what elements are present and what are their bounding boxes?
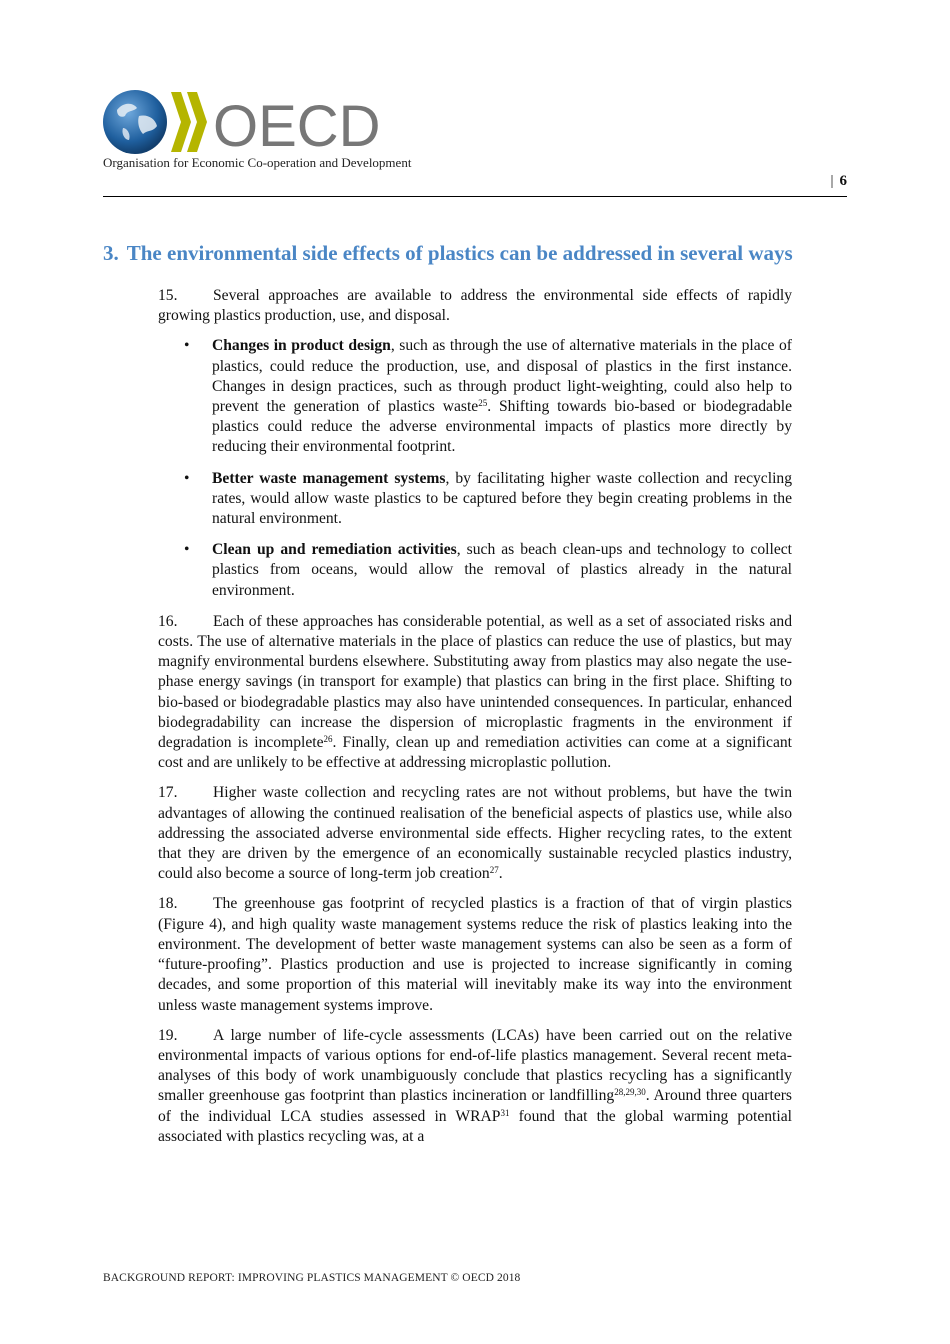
footnote-ref[interactable]: 25 [478, 398, 488, 409]
bullet-icon: • [184, 337, 190, 355]
footnote-ref[interactable]: 26 [323, 734, 333, 745]
bullet-text-cont: . Shifting towards bio-based or biodegradable plastics could reduce the adverse environmental impacts of plastics more directly by reducing their environmental footprint. [212, 398, 792, 456]
oecd-logo [103, 88, 383, 156]
footnote-ref[interactable]: 31 [500, 1107, 510, 1118]
paragraph-text-cont: . Around three quarters of the individual LCA studies assessed in WRAP [158, 1087, 792, 1125]
footnote-ref[interactable]: 28,29,30 [614, 1087, 646, 1098]
section-title: The environmental side effects of plastics can be addressed in several ways [126, 241, 793, 265]
bullet-bold-lead: Changes in product design [212, 337, 391, 355]
page-number: | 6 [830, 173, 847, 189]
organisation-name: Organisation for Economic Co-operation and Development [103, 155, 412, 170]
page-footer: BACKGROUND REPORT: IMPROVING PLASTICS MANAGEMENT © OECD 2018 [103, 1272, 521, 1284]
bullet-bold-lead: Clean up and remediation activities [212, 541, 457, 559]
paragraph-text: Several approaches are available to address the environmental side effects of rapidly growing plastics production, use, and disposal. [158, 287, 792, 325]
section-number: 3. [103, 241, 119, 265]
footnote-ref[interactable]: 27 [489, 865, 499, 876]
bullet-icon: • [184, 541, 190, 559]
paragraph-text-cont: . [498, 865, 503, 883]
globe-icon [103, 90, 167, 154]
header-rule [103, 196, 847, 197]
body-content [158, 286, 792, 1157]
paragraph-text: The greenhouse gas footprint of recycled plastics is a fraction of that of virgin plastics (Figure 4), and high quality waste management systems reduce the risk of plastics leaking into the environment. The development of better waste management systems can also be seen as a form of “future-proofing”. Plastics production and use is projected to increase significantly in coming decades, and some proportion of this material will inevitably make its way into the environment unless waste management systems improve. [158, 895, 792, 1014]
chevrons-icon [171, 92, 207, 152]
paragraph-text: A large number of life-cycle assessments (LCAs) have been carried out on the relative environmental impacts of various options for end-of-life plastics management. Several recent meta-analyses of this body of work unambiguously conclude that plastics recycling has a significantly smaller greenhouse gas footprint than plastics incineration or landfilling [158, 1026, 792, 1105]
bullet-text: , by facilitating higher waste collection and recycling rates, would allow waste plastics to be captured before they begin creating problems in the natural environment. [212, 469, 792, 528]
paragraph-18 [158, 894, 792, 1015]
paragraph-number: 17. [158, 784, 178, 802]
list-item [158, 540, 792, 601]
paragraph-16 [158, 612, 792, 774]
list-item [158, 336, 792, 457]
logo-text: OECD [213, 94, 381, 156]
bullet-text: , such as beach clean-ups and technology to collect plastics from oceans, would allow the removal of plastics already in the natural environment. [212, 541, 792, 599]
paragraph-19 [158, 1026, 792, 1147]
approaches-list [158, 336, 792, 600]
paragraph-number: 19. [158, 1026, 178, 1044]
paragraph-text-cont: found that the global warming potential associated with plastics recycling was, at a [158, 1107, 792, 1145]
list-item [158, 469, 792, 530]
paragraph-number: 15. [158, 287, 178, 304]
page-number-value: 6 [839, 173, 847, 189]
bullet-bold-lead: Better waste management systems [212, 469, 446, 487]
paragraph-number: 18. [158, 895, 178, 913]
paragraph-text-cont: . Finally, clean up and remediation activities can come at a significant cost and are unlikely to be effective at addressing microplastic pollution. [158, 734, 792, 772]
section-heading [103, 241, 863, 266]
bullet-icon: • [184, 469, 190, 487]
bullet-text: , such as through the use of alternative materials in the place of plastics, could reduce the production, use, and disposal of plastics in the first instance. Changes in design practices, such as through product light-weighting, could also help to prevent the generation of plastics waste [212, 337, 792, 416]
paragraph-text: Higher waste collection and recycling rates are not without problems, but have the twin advantages of allowing the continued realisation of the beneficial aspects of plastics use, while also addressing the associated adverse environmental side effects. Higher recycling rates, to the extent that they are driven by the emergence of an economically sustainable recycled plastics industry, could also become a source of long-term job creation [158, 784, 792, 883]
paragraph-15 [158, 286, 792, 326]
paragraph-17 [158, 783, 792, 884]
paragraph-text: Each of these approaches has considerable potential, as well as a set of associated risks and costs. The use of alternative materials in the place of plastics can reduce the use of plastics, but may magnify environmental burdens elsewhere. Substituting away from plastics may also negate the use-phase energy savings (in transport for example) that plastics can bring in the first place. Shifting to bio-based or biodegradable plastics may also have unintended consequences. In particular, enhanced biodegradability can increase the dispersion of microplastic fragments in the environment if degradation is incomplete [158, 612, 792, 752]
paragraph-number: 16. [158, 612, 178, 630]
